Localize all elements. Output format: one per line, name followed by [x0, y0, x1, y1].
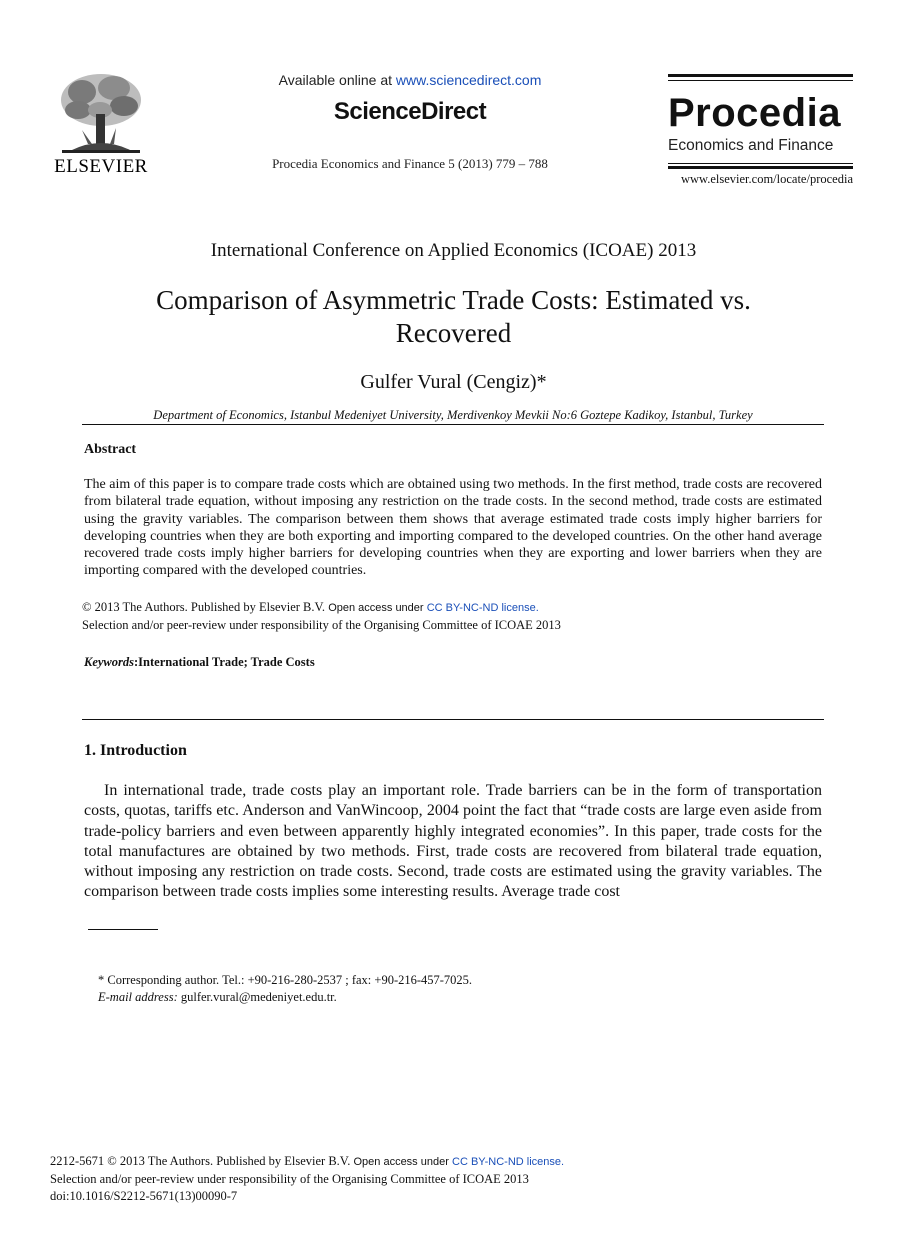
sciencedirect-link[interactable]: www.sciencedirect.com: [395, 72, 542, 88]
divider-mid: [82, 719, 824, 720]
email-address[interactable]: gulfer.vural@medeniyet.edu.tr.: [180, 990, 337, 1004]
issn-line: 2212-5671 © 2013 The Authors. Published by Elsevier B.V.: [50, 1154, 351, 1168]
center-header: [230, 72, 590, 172]
corresponding-author: * Corresponding author. Tel.: +90-216-280-2537 ; fax: +90-216-457-7025.: [98, 973, 473, 987]
available-prefix: Available online at: [278, 72, 392, 88]
email-label: E-mail address:: [98, 990, 178, 1004]
license-link[interactable]: CC BY-NC-ND license.: [426, 602, 539, 614]
copyright-line: © 2013 The Authors. Published by Elsevier B.V.: [82, 600, 326, 614]
procedia-logo: [668, 74, 853, 187]
procedia-url[interactable]: www.elsevier.com/locate/procedia: [680, 172, 853, 186]
elsevier-tree-icon: [52, 70, 150, 156]
conference-name: International Conference on Applied Economics (ICOAE) 2013: [210, 240, 697, 261]
keywords-line: Keywords:International Trade; Trade Costs: [84, 655, 315, 669]
availability-line: [230, 72, 590, 88]
footnote-rule: [88, 929, 158, 930]
footer-license-link[interactable]: CC BY-NC-ND license.: [452, 1156, 565, 1168]
page-footer: [50, 1153, 564, 1205]
keywords-label: Keywords: [84, 655, 134, 669]
keywords-values: International Trade; Trade Costs: [138, 655, 315, 669]
abstract-text: The aim of this paper is to compare trade costs which are obtained using two methods. In the first method, trade costs are recovered from bilateral trade equation, without imposing any restriction on the trade costs. In the second method, trade costs are estimated using the gravity variables. The comparison between them shows that average estimated trade costs imply higher barriers for developing countries when they are both exporting and importing compared to the developed countries. On the other hand average recovered trade costs imply higher barriers for developing countries when they are exporting and lower barriers when they are importing compared with the developed countries.: [84, 477, 822, 579]
journal-reference: Procedia Economics and Finance 5 (2013) 779 – 788: [272, 156, 548, 171]
sciencedirect-brand: ScienceDirect: [333, 98, 487, 125]
selection-line: Selection and/or peer-review under responsibility of the Organising Committee of ICOAE 2013: [82, 618, 561, 632]
copyright-block: [82, 599, 822, 634]
divider-top: [82, 424, 824, 425]
doi[interactable]: doi:10.1016/S2212-5671(13)00090-7: [50, 1189, 238, 1203]
footer-selection: Selection and/or peer-review under responsibility of the Organising Committee of ICOAE 2013: [50, 1172, 529, 1186]
elsevier-logo: [52, 70, 150, 182]
abstract-heading: Abstract: [84, 442, 137, 457]
introduction-paragraph: In international trade, trade costs play an important role. Trade barriers can be in the form of transportation costs, quotas, tariffs etc. Anderson and VanWincoop, 2004 point the fact that “trade costs are large even aside from trade-policy barriers and even between apparently highly integrated economies”. In this paper, trade costs for the total manufactures are obtained by two methods. First, trade costs are recovered from bilateral trade equation, without imposing any restriction on trade costs. Second, trade costs are estimated using the gravity variables. The comparison between trade costs implies some interesting results. Average trade cost: [84, 782, 822, 901]
paper-title: Comparison of Asymmetric Trade Costs: Estimated vs. Recovered: [156, 285, 751, 348]
introduction-text: [84, 781, 822, 903]
footer-open-access: Open access under: [353, 1156, 449, 1168]
open-access-text: Open access under: [328, 602, 424, 614]
paper-author: Gulfer Vural (Cengiz)*: [360, 371, 547, 393]
footnote: [98, 972, 472, 1006]
procedia-brand: Procedia: [668, 91, 841, 135]
elsevier-wordmark: ELSEVIER: [54, 156, 148, 177]
introduction-heading: 1. Introduction: [84, 742, 187, 759]
procedia-subtitle: Economics and Finance: [668, 137, 834, 154]
author-affiliation: Department of Economics, Istanbul Medeniyet University, Merdivenkoy Mevkii No:6 Goztepe Kadikoy, Istanbul, Turkey: [153, 408, 753, 422]
